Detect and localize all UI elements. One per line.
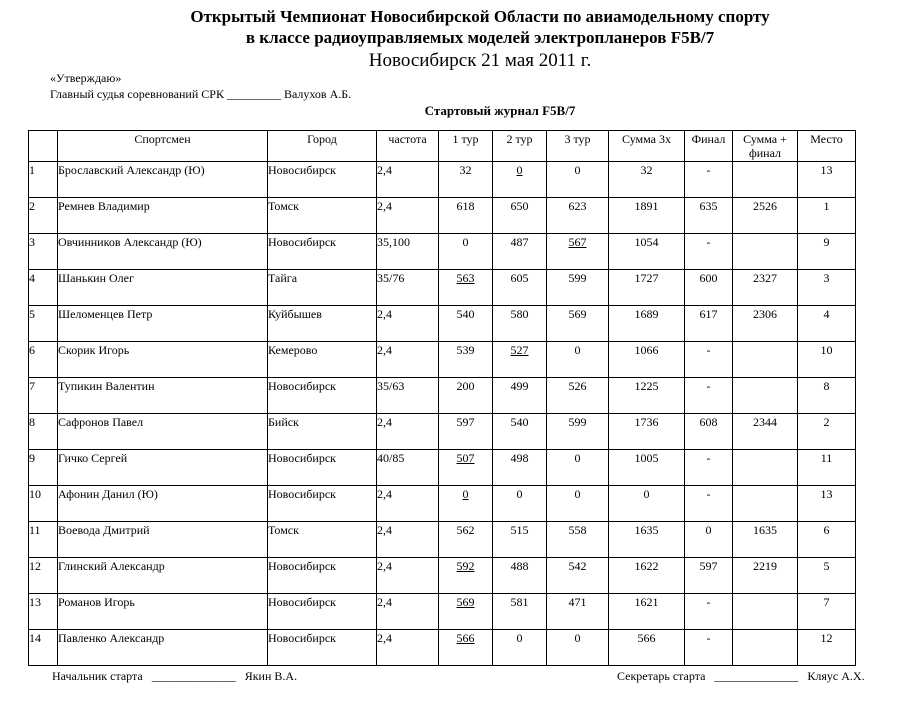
table-row <box>29 630 856 666</box>
col-header-sum3: Сумма 3х <box>609 131 685 162</box>
col-header-number <box>29 131 58 162</box>
table-row <box>29 306 856 342</box>
col-header-athlete: Спортсмен <box>58 131 268 162</box>
table-row <box>29 486 856 522</box>
cell-number: 5 <box>29 306 58 342</box>
cell-final: 617 <box>685 306 733 342</box>
document-title-line1: Открытый Чемпионат Новосибирской Области по авиамодельному спорту <box>190 7 770 26</box>
cell-athlete: Романов Игорь <box>58 594 268 630</box>
cell-sum-final: 1635 <box>733 522 798 558</box>
table-row <box>29 270 856 306</box>
discarded-score: 592 <box>456 559 475 573</box>
cell-frequency: 2,4 <box>377 522 439 558</box>
cell-sum3: 1054 <box>609 234 685 270</box>
cell-sum-final: 2306 <box>733 306 798 342</box>
discarded-score: 527 <box>510 343 529 357</box>
cell-sum-final <box>733 630 798 666</box>
cell-athlete: Павленко Александр <box>58 630 268 666</box>
cell-number: 12 <box>29 558 58 594</box>
discarded-score: 566 <box>456 631 475 645</box>
cell-sum-final: 2526 <box>733 198 798 234</box>
cell-frequency: 2,4 <box>377 198 439 234</box>
cell-sum3: 1635 <box>609 522 685 558</box>
cell-sum3: 1621 <box>609 594 685 630</box>
cell-round2 <box>493 162 547 198</box>
cell-place: 1 <box>798 198 856 234</box>
cell-frequency: 2,4 <box>377 162 439 198</box>
cell-round2: 488 <box>493 558 547 594</box>
cell-sum-final <box>733 594 798 630</box>
cell-sum-final <box>733 486 798 522</box>
cell-final: - <box>685 486 733 522</box>
cell-place: 6 <box>798 522 856 558</box>
table-row <box>29 558 856 594</box>
table-row <box>29 378 856 414</box>
cell-sum3: 32 <box>609 162 685 198</box>
discarded-score: 563 <box>456 271 475 285</box>
cell-round3: 623 <box>547 198 609 234</box>
cell-final: 0 <box>685 522 733 558</box>
cell-number: 4 <box>29 270 58 306</box>
cell-final: - <box>685 342 733 378</box>
col-header-frequency: частота <box>377 131 439 162</box>
cell-round3: 569 <box>547 306 609 342</box>
cell-sum3: 1225 <box>609 378 685 414</box>
cell-round1 <box>439 486 493 522</box>
cell-number: 10 <box>29 486 58 522</box>
discarded-score: 0 <box>462 487 469 501</box>
cell-frequency: 35/76 <box>377 270 439 306</box>
cell-frequency: 2,4 <box>377 414 439 450</box>
cell-city: Новосибирск <box>268 378 377 414</box>
cell-athlete: Гичко Сергей <box>58 450 268 486</box>
cell-athlete: Ремнев Владимир <box>58 198 268 234</box>
col-header-final: Финал <box>685 131 733 162</box>
table-row <box>29 342 856 378</box>
table-row <box>29 522 856 558</box>
cell-round3: 0 <box>547 486 609 522</box>
table-row <box>29 414 856 450</box>
table-row <box>29 450 856 486</box>
cell-sum3: 1622 <box>609 558 685 594</box>
cell-frequency: 35/63 <box>377 378 439 414</box>
cell-city: Бийск <box>268 414 377 450</box>
cell-round2: 0 <box>493 486 547 522</box>
cell-final: - <box>685 594 733 630</box>
cell-sum3: 1005 <box>609 450 685 486</box>
cell-number: 13 <box>29 594 58 630</box>
cell-frequency: 2,4 <box>377 486 439 522</box>
cell-round1 <box>439 594 493 630</box>
cell-round2: 581 <box>493 594 547 630</box>
cell-round1 <box>439 630 493 666</box>
cell-city: Новосибирск <box>268 558 377 594</box>
cell-city: Новосибирск <box>268 630 377 666</box>
table-row <box>29 162 856 198</box>
cell-athlete: Воевода Дмитрий <box>58 522 268 558</box>
cell-final: 597 <box>685 558 733 594</box>
cell-round1: 0 <box>439 234 493 270</box>
cell-sum-final <box>733 234 798 270</box>
cell-place: 10 <box>798 342 856 378</box>
cell-sum3: 566 <box>609 630 685 666</box>
cell-place: 4 <box>798 306 856 342</box>
table-row <box>29 234 856 270</box>
cell-place: 3 <box>798 270 856 306</box>
cell-round1 <box>439 558 493 594</box>
approval-label: «Утверждаю» <box>50 71 122 85</box>
cell-sum-final: 2344 <box>733 414 798 450</box>
cell-frequency: 2,4 <box>377 594 439 630</box>
cell-frequency: 40/85 <box>377 450 439 486</box>
cell-sum3: 1736 <box>609 414 685 450</box>
cell-number: 14 <box>29 630 58 666</box>
cell-round1: 200 <box>439 378 493 414</box>
cell-place: 8 <box>798 378 856 414</box>
cell-sum3: 1066 <box>609 342 685 378</box>
cell-place: 7 <box>798 594 856 630</box>
cell-athlete: Глинский Александр <box>58 558 268 594</box>
cell-sum-final: 2327 <box>733 270 798 306</box>
col-header-sum-final: Сумма + финал <box>733 131 798 162</box>
cell-city: Новосибирск <box>268 162 377 198</box>
cell-round1 <box>439 450 493 486</box>
cell-number: 3 <box>29 234 58 270</box>
cell-round3: 0 <box>547 342 609 378</box>
col-header-round3: 3 тур <box>547 131 609 162</box>
cell-athlete: Афонин Данил (Ю) <box>58 486 268 522</box>
cell-athlete: Скорик Игорь <box>58 342 268 378</box>
cell-round1 <box>439 270 493 306</box>
col-header-place: Место <box>798 131 856 162</box>
cell-place: 5 <box>798 558 856 594</box>
cell-athlete: Тупикин Валентин <box>58 378 268 414</box>
cell-city: Томск <box>268 522 377 558</box>
cell-final: 600 <box>685 270 733 306</box>
cell-athlete: Шанькин Олег <box>58 270 268 306</box>
cell-round2: 499 <box>493 378 547 414</box>
cell-place: 12 <box>798 630 856 666</box>
cell-round1: 562 <box>439 522 493 558</box>
cell-sum3: 1689 <box>609 306 685 342</box>
results-table <box>28 130 856 666</box>
cell-frequency: 2,4 <box>377 306 439 342</box>
cell-round3 <box>547 234 609 270</box>
cell-sum-final <box>733 450 798 486</box>
cell-place: 11 <box>798 450 856 486</box>
cell-frequency: 2,4 <box>377 630 439 666</box>
cell-round3: 599 <box>547 270 609 306</box>
cell-sum-final: 2219 <box>733 558 798 594</box>
cell-city: Новосибирск <box>268 486 377 522</box>
cell-sum-final <box>733 378 798 414</box>
cell-round1: 618 <box>439 198 493 234</box>
cell-round2: 487 <box>493 234 547 270</box>
cell-place: 13 <box>798 162 856 198</box>
cell-frequency: 2,4 <box>377 558 439 594</box>
col-header-round1: 1 тур <box>439 131 493 162</box>
cell-round2: 580 <box>493 306 547 342</box>
cell-frequency: 35,100 <box>377 234 439 270</box>
cell-number: 1 <box>29 162 58 198</box>
cell-city: Кемерово <box>268 342 377 378</box>
cell-round3: 471 <box>547 594 609 630</box>
cell-round1: 540 <box>439 306 493 342</box>
cell-sum3: 1891 <box>609 198 685 234</box>
cell-round3: 558 <box>547 522 609 558</box>
start-secretary-signature: Секретарь старта ______________ Кляус А.Х. <box>617 669 865 683</box>
cell-number: 9 <box>29 450 58 486</box>
cell-city: Новосибирск <box>268 594 377 630</box>
document-location-date: Новосибирск 21 мая 2011 г. <box>368 50 592 71</box>
cell-city: Новосибирск <box>268 234 377 270</box>
start-chief-signature: Начальник старта ______________ Якин В.А. <box>52 669 298 683</box>
table-row <box>29 198 856 234</box>
cell-number: 11 <box>29 522 58 558</box>
discarded-score: 569 <box>456 595 475 609</box>
discarded-score: 0 <box>516 163 523 177</box>
cell-sum3: 0 <box>609 486 685 522</box>
cell-round3: 526 <box>547 378 609 414</box>
cell-round2: 650 <box>493 198 547 234</box>
cell-round1: 597 <box>439 414 493 450</box>
cell-round2: 498 <box>493 450 547 486</box>
cell-city: Новосибирск <box>268 450 377 486</box>
cell-city: Томск <box>268 198 377 234</box>
cell-round3: 542 <box>547 558 609 594</box>
cell-round3: 0 <box>547 162 609 198</box>
cell-round1: 539 <box>439 342 493 378</box>
cell-round2 <box>493 342 547 378</box>
cell-final: - <box>685 378 733 414</box>
cell-final: - <box>685 162 733 198</box>
cell-city: Тайга <box>268 270 377 306</box>
cell-number: 8 <box>29 414 58 450</box>
journal-title: Стартовый журнал F5B/7 <box>424 103 576 118</box>
cell-athlete: Брославский Александр (Ю) <box>58 162 268 198</box>
cell-final: - <box>685 234 733 270</box>
chief-judge-line: Главный судья соревнований СРК _________ Валухов А.Б. <box>50 87 352 101</box>
cell-round2: 515 <box>493 522 547 558</box>
discarded-score: 567 <box>568 235 587 249</box>
cell-place: 2 <box>798 414 856 450</box>
cell-frequency: 2,4 <box>377 342 439 378</box>
cell-final: 635 <box>685 198 733 234</box>
cell-round3: 599 <box>547 414 609 450</box>
table-header-row <box>29 131 856 162</box>
cell-sum-final <box>733 342 798 378</box>
cell-athlete: Овчинников Александр (Ю) <box>58 234 268 270</box>
cell-final: 608 <box>685 414 733 450</box>
cell-round2: 540 <box>493 414 547 450</box>
cell-final: - <box>685 450 733 486</box>
cell-sum-final <box>733 162 798 198</box>
table-row <box>29 594 856 630</box>
cell-place: 9 <box>798 234 856 270</box>
cell-athlete: Шеломенцев Петр <box>58 306 268 342</box>
cell-place: 13 <box>798 486 856 522</box>
cell-athlete: Сафронов Павел <box>58 414 268 450</box>
cell-round2: 0 <box>493 630 547 666</box>
discarded-score: 507 <box>456 451 475 465</box>
cell-number: 2 <box>29 198 58 234</box>
cell-round3: 0 <box>547 450 609 486</box>
col-header-round2: 2 тур <box>493 131 547 162</box>
cell-round2: 605 <box>493 270 547 306</box>
cell-city: Куйбышев <box>268 306 377 342</box>
cell-sum3: 1727 <box>609 270 685 306</box>
results-table-body <box>29 162 856 666</box>
document-title-line2: в классе радиоуправляемых моделей электропланеров F5B/7 <box>245 28 715 47</box>
cell-round3: 0 <box>547 630 609 666</box>
cell-number: 6 <box>29 342 58 378</box>
col-header-city: Город <box>268 131 377 162</box>
cell-final: - <box>685 630 733 666</box>
cell-number: 7 <box>29 378 58 414</box>
cell-round1: 32 <box>439 162 493 198</box>
